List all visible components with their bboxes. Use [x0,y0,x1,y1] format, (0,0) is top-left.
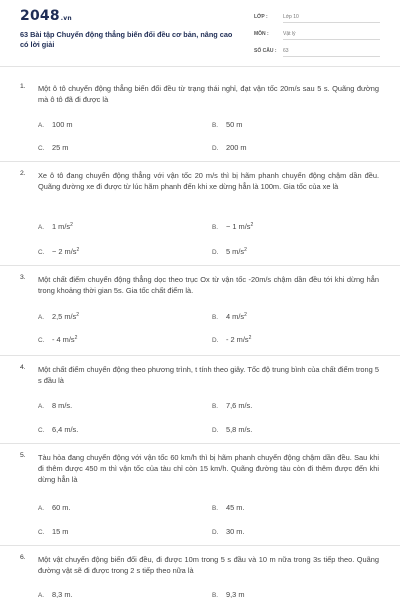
question-divider [0,161,400,162]
option-letter: C. [38,427,45,434]
option-b[interactable] [212,312,247,321]
option-value: 15 m [52,527,69,536]
option-value: 9,3 m [226,590,245,599]
option-letter: B. [212,403,219,410]
header-divider [0,66,400,67]
option-exponent: 2 [76,247,80,253]
option-d[interactable] [212,247,247,256]
meta-value: Vật lý [283,31,380,40]
option-a[interactable] [38,503,70,512]
option-a[interactable] [38,312,79,321]
site-logo[interactable] [20,8,72,24]
option-c[interactable] [38,527,68,536]
question-divider [0,265,400,266]
option-letter: A. [38,224,45,232]
meta-row-subject [254,31,380,48]
option-letter: D. [212,337,219,345]
option-letter: B. [212,224,219,232]
meta-info [254,14,380,65]
option-value: 2,5 m/s [52,312,77,322]
option-letter: A. [38,403,45,410]
logo-suffix: .vn [60,15,72,22]
question-divider [0,443,400,444]
option-c[interactable] [38,425,78,434]
question-divider [0,355,400,356]
option-value: 25 m [52,143,69,152]
question-text: Xe ô tô đang chuyển động thẳng với vận tốc 20 m/s thì bị hãm phanh chuyển động chậm dần đều. Quãng đường xe đi được từ lúc hãm phanh đến khi xe dừng hẳn là 100m. Gia tốc của xe là [38,171,379,192]
option-c[interactable] [38,335,77,344]
option-exponent: 2 [70,222,73,228]
question-text: Một chất điểm chuyển động thẳng dọc theo trục Ox từ vận tốc -20m/s chậm dần đều tới khi dừng hẳn trong khoảng thời gian 5s. Gia tốc chất điểm là. [38,275,379,296]
option-letter: D. [212,145,219,152]
question-text: Một vật chuyển động biến đổi đều, đi được 10m trong 5 s đầu và 10 m nữa trong 3s tiếp theo. Quãng đường vật sẽ đi được trong 2 s tiếp theo nữa là [38,555,379,576]
option-letter: D. [212,529,219,536]
option-letter: A. [38,314,45,322]
option-value: − 1 m/s [226,222,251,232]
option-a[interactable] [38,401,72,410]
meta-value: Lớp 10 [283,14,380,23]
option-exponent: 2 [74,335,78,341]
meta-value: 63 [283,48,380,57]
option-letter: A. [38,505,45,512]
option-d[interactable] [212,335,251,344]
question-text: Một chất điểm chuyển động theo phương trình, t tính theo giây. Tốc độ trung bình của chất điểm trong 5 s đầu là [38,365,379,386]
option-exponent: 2 [244,312,247,318]
option-letter: A. [38,122,45,129]
option-exponent: 2 [76,312,80,318]
option-letter: C. [38,249,45,257]
option-letter: C. [38,145,45,152]
option-value: 5,8 m/s. [226,425,253,434]
meta-label: SỐ CÂU : [254,48,277,54]
option-exponent: 2 [244,247,247,253]
option-value: 1 m/s [52,222,71,232]
option-value: 200 m [226,143,247,152]
option-b[interactable] [212,120,242,129]
option-value: − 2 m/s [52,247,77,257]
question-number: 3. [20,274,26,281]
question-number: 2. [20,170,26,177]
option-letter: B. [212,592,219,599]
option-value: 60 m. [52,503,71,512]
meta-label: LỚP : [254,14,268,20]
option-value: 6,4 m/s. [52,425,79,434]
question-number: 4. [20,364,26,371]
option-value: 30 m. [226,527,245,536]
option-a[interactable] [38,120,73,129]
option-value: - 4 m/s [52,335,75,345]
option-b[interactable] [212,401,252,410]
option-letter: D. [212,249,219,257]
option-b[interactable] [212,590,244,599]
option-value: 8,3 m. [52,590,73,599]
meta-row-class [254,14,380,31]
question-text: Một ô tô chuyển động thẳng biến đổi đều từ trạng thái nghỉ, đạt vận tốc 20m/s sau 5 s. Quãng đường mà ô tô đã đi được là [38,84,379,105]
option-d[interactable] [212,143,247,152]
option-letter: C. [38,337,45,345]
meta-label: MÔN : [254,31,269,37]
option-value: 7,6 m/s. [226,401,253,410]
option-b[interactable] [212,503,244,512]
option-a[interactable] [38,222,73,231]
option-value: 8 m/s. [52,401,73,410]
option-letter: D. [212,427,219,434]
question-number: 5. [20,452,26,459]
option-value: 45 m. [226,503,245,512]
option-value: 5 m/s [226,247,245,257]
option-value: 100 m [52,120,73,129]
option-exponent: 2 [248,335,252,341]
question-divider [0,545,400,546]
option-a[interactable] [38,590,73,599]
question-text: Tàu hỏa đang chuyển động với vận tốc 60 km/h thì bị hãm phanh chuyển động chậm dần đều. Sau khi đi thêm được 450 m thì vận tốc của tàu chỉ còn 15 km/h. Quãng đường tàu còn đi thêm được đến khi dừng hẳn là [38,453,379,485]
question-number: 6. [20,554,26,561]
option-b[interactable] [212,222,253,231]
option-d[interactable] [212,425,252,434]
logo-text: 2048 [20,8,60,24]
option-c[interactable] [38,247,79,256]
meta-row-count [254,48,380,65]
option-letter: C. [38,529,45,536]
page-title: 63 Bài tập Chuyển động thẳng biến đổi đều cơ bản, nâng cao có lời giải [20,30,233,49]
option-letter: A. [38,592,45,599]
page-header [0,0,400,62]
option-c[interactable] [38,143,68,152]
option-letter: B. [212,122,219,129]
option-letter: B. [212,314,219,322]
option-value: - 2 m/s [226,335,249,345]
option-exponent: 2 [250,222,254,228]
option-value: 50 m [226,120,243,129]
option-d[interactable] [212,527,244,536]
question-number: 1. [20,83,26,90]
option-value: 4 m/s [226,312,245,322]
option-letter: B. [212,505,219,512]
